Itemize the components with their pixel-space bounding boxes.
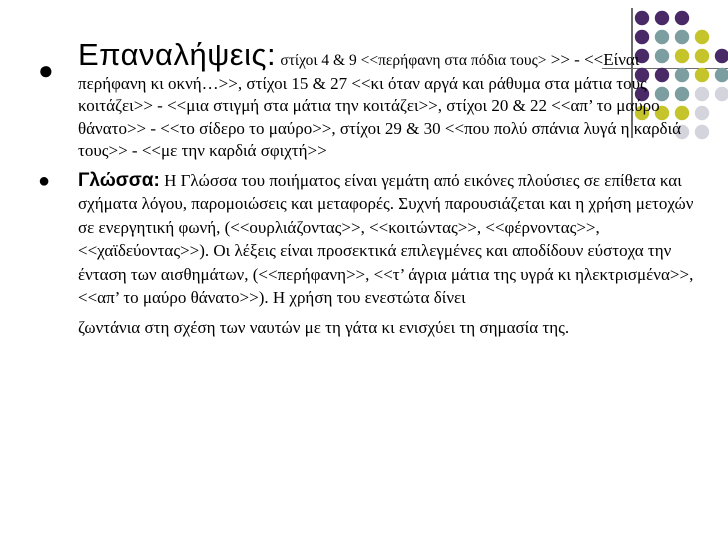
decor-dot: [695, 87, 709, 101]
decor-dot: [715, 49, 728, 63]
decor-dot: [695, 68, 709, 82]
decor-dot: [655, 30, 669, 44]
bullet-language: [34, 169, 694, 340]
decor-dot: [675, 30, 689, 44]
decor-dot: [675, 11, 689, 25]
repetitions-heading: Επαναλήψεις: [78, 37, 267, 72]
decor-dot: [695, 30, 709, 44]
repetitions-text: >> - <<Είναι περήφανη κι οκνή…>>, στίχοι 15 & 27 <<κι όταν αργά και ράθυμα στα μάτια τους κοιτάζει>> - <<μια στιγμή στα μάτια την κοιτάζει>>, στίχοι 20 & 22 <<απ’ το μαύρο θάνατο>> - <<το σίδερο το μαύρο>>, στίχοι 29 & 30 <<που πολύ σπάνια λυγά η καρδιά τους>> - <<με την καρδιά σφιχτή>>: [78, 50, 682, 160]
decor-dot: [695, 49, 709, 63]
bullet-repetitions: [34, 37, 694, 163]
language-heading: Γλώσσα:: [78, 169, 160, 191]
decor-dot: [695, 125, 709, 139]
bullet-icon: ●: [38, 169, 51, 192]
decor-dot: [715, 68, 728, 82]
repetitions-first-line: στίχοι 4 & 9 <<περήφανη στα πόδια τους>: [280, 52, 547, 69]
decor-dot: [715, 87, 728, 101]
decor-dot: [635, 11, 649, 25]
bullet-icon: ●: [38, 56, 54, 85]
slide-content: [34, 37, 694, 340]
repetitions-heading-colon: :: [266, 37, 277, 72]
decor-dot: [695, 106, 709, 120]
language-text: Η Γλώσσα του ποιήματος είναι γεμάτη από εικόνες πλούσιες σε επίθετα και σχήματα λόγου, παρομοιώσεις και μεταφορές. Συχνή παρουσιάζεται και η χρήση μετοχών σε ενεργητική φωνή, (<<ουρλιάζοντας>>, <<κοιτώντας>>, <<φέρνοντας>>, <<χαϊδεύοντας>>). Οι λέξεις είναι προσεκτικά επιλεγμένες και αποδίδουν εύστοχα την ένταση των αισθημάτων, (<<περήφανη>>, <<τ’ άγρια μάτια της υγρά κι ηλεκτρισμένα>>, <<απ’ το μαύρο θάνατο>>). Η χρήση του ενεστώτα δίνει: [78, 170, 694, 308]
decor-dot: [655, 11, 669, 25]
decor-dot: [635, 30, 649, 44]
language-last-line: ζωντάνια στη σχέση των ναυτών με τη γάτα κι ενισχύει τη σημασία της.: [78, 318, 570, 338]
